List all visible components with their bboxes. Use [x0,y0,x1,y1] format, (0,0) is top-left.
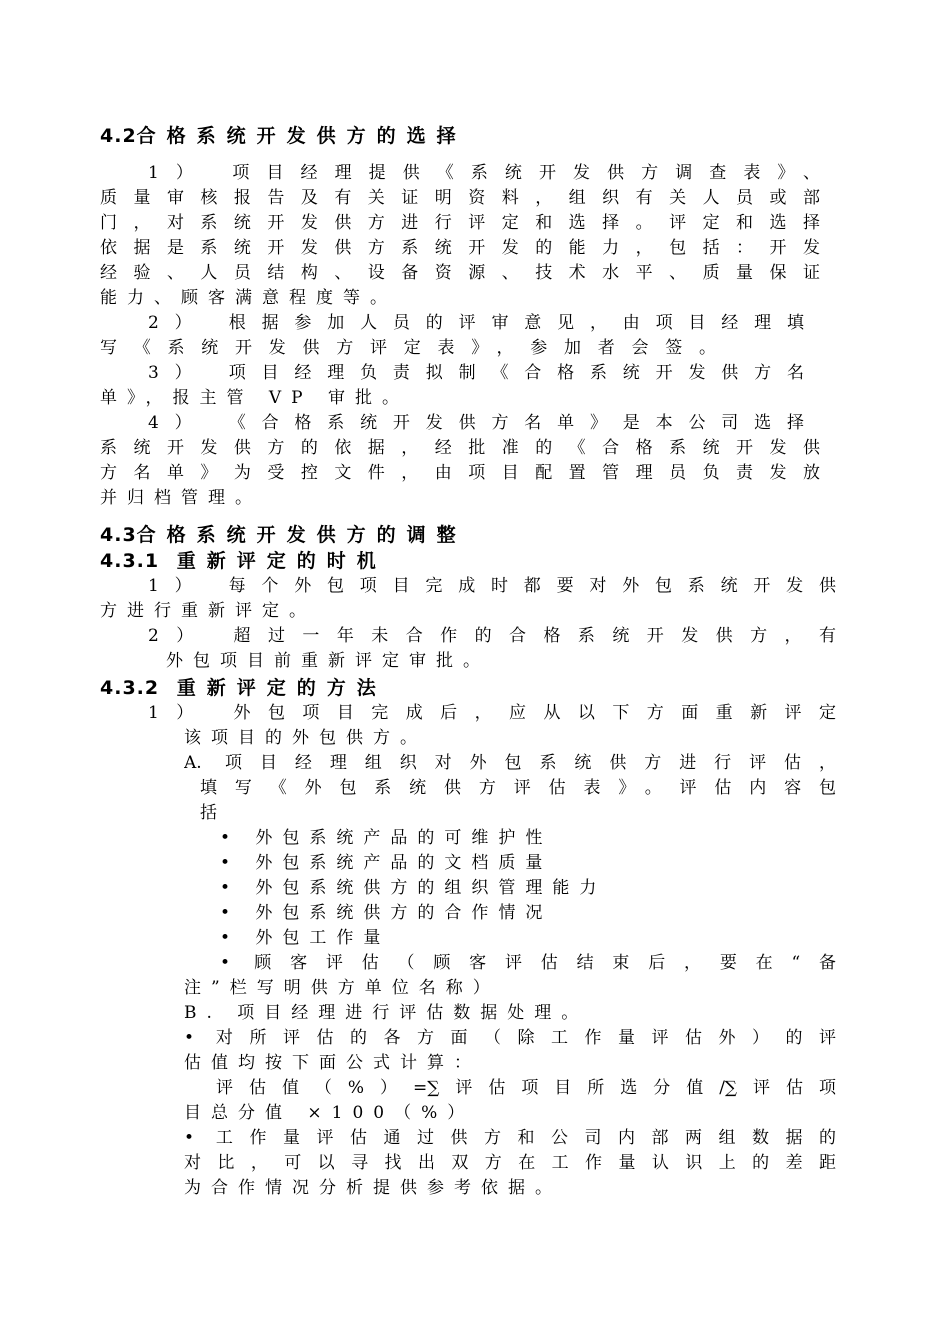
bullet-item: • 顾客评估（顾客评估结束后，要在“备 [220,953,836,973]
paragraph-line: 注”栏写明供方单位名称） [184,978,500,998]
bullet-item: • 工作量评估通过供方和公司内部两组数据的 [184,1128,836,1148]
bullet-item: • 外包系统供方的合作情况 [220,903,553,923]
paragraph-line: 门，对系统开发供方进行评定和选择。评定和选择 [100,213,820,233]
paragraph-line: A. 项目经理组织对外包系统供方进行评估， [184,753,836,773]
paragraph-line: 1） 每个外包项目完成时都要对外包系统开发供 [148,576,836,596]
paragraph-line: 1） 外包项目完成后，应从以下方面重新评定 [148,703,836,723]
bullet-item: • 外包系统供方的组织管理能力 [220,878,607,898]
paragraph-line: 4） 《合格系统开发供方名单》是本公司选择 [148,413,804,433]
formula-line: 评估值（%）=∑评估项目所选分值/∑评估项 [216,1078,836,1098]
paragraph-line: 1） 项目经理提供《系统开发供方调查表》、 [148,163,820,183]
paragraph-line: 估值均按下面公式计算： [184,1053,481,1073]
paragraph-line: 外包项目前重新评定审批。 [166,651,490,671]
paragraph-line: 方名单》为受控文件，由项目配置管理员负责发放 [100,463,820,483]
heading-4-3-1: 4.3.1 重新评定的时机 [100,550,387,572]
paragraph-line: 2） 根据参加人员的评审意见，由项目经理填 [148,313,804,333]
paragraph-line: B. 项目经理进行评估数据处理。 [184,1003,589,1023]
bullet-item: • 外包工作量 [220,928,391,948]
paragraph-line: 依据是系统开发供方系统开发的能力，包括：开发 [100,238,820,258]
paragraph-line: 单》，报主管 VP 审批。 [100,388,410,408]
paragraph-line: 质量审核报告及有关证明资料，组织有关人员或部 [100,188,820,208]
paragraph-line: 为合作情况分析提供参考依据。 [184,1178,562,1198]
paragraph-line: 写《系统开发供方评定表》，参加者会签。 [100,338,716,358]
paragraph-line: 并归档管理。 [100,488,262,508]
paragraph-line: 对比，可以寻找出双方在工作量认识上的差距 [184,1153,836,1173]
heading-4-3: 4.3合格系统开发供方的调整 [100,524,467,546]
paragraph-line: 填写《外包系统供方评估表》。评估内容包 [200,778,836,798]
paragraph-line: 该项目的外包供方。 [184,728,427,748]
formula-line: 目总分值 ×100（%） [184,1103,475,1123]
paragraph-line: 经验、人员结构、设备资源、技术水平、质量保证 [100,263,820,283]
bullet-item: • 对所评估的各方面（除工作量评估外）的评 [184,1028,836,1048]
paragraph-line: 3） 项目经理负责拟制《合格系统开发供方名 [148,363,804,383]
paragraph-line: 方进行重新评定。 [100,601,316,621]
paragraph-line: 2） 超过一年未合作的合格系统开发供方，有 [148,626,836,646]
paragraph-line: 系统开发供方的依据，经批准的《合格系统开发供 [100,438,820,458]
heading-4-3-2: 4.3.2 重新评定的方法 [100,677,387,699]
paragraph-line: 能力、顾客满意程度等。 [100,288,397,308]
bullet-item: • 外包系统产品的文档质量 [220,853,553,873]
heading-4-2: 4.2合格系统开发供方的选择 [100,125,467,147]
bullet-item: • 外包系统产品的可维护性 [220,828,553,848]
paragraph-line: 括 [200,803,217,823]
